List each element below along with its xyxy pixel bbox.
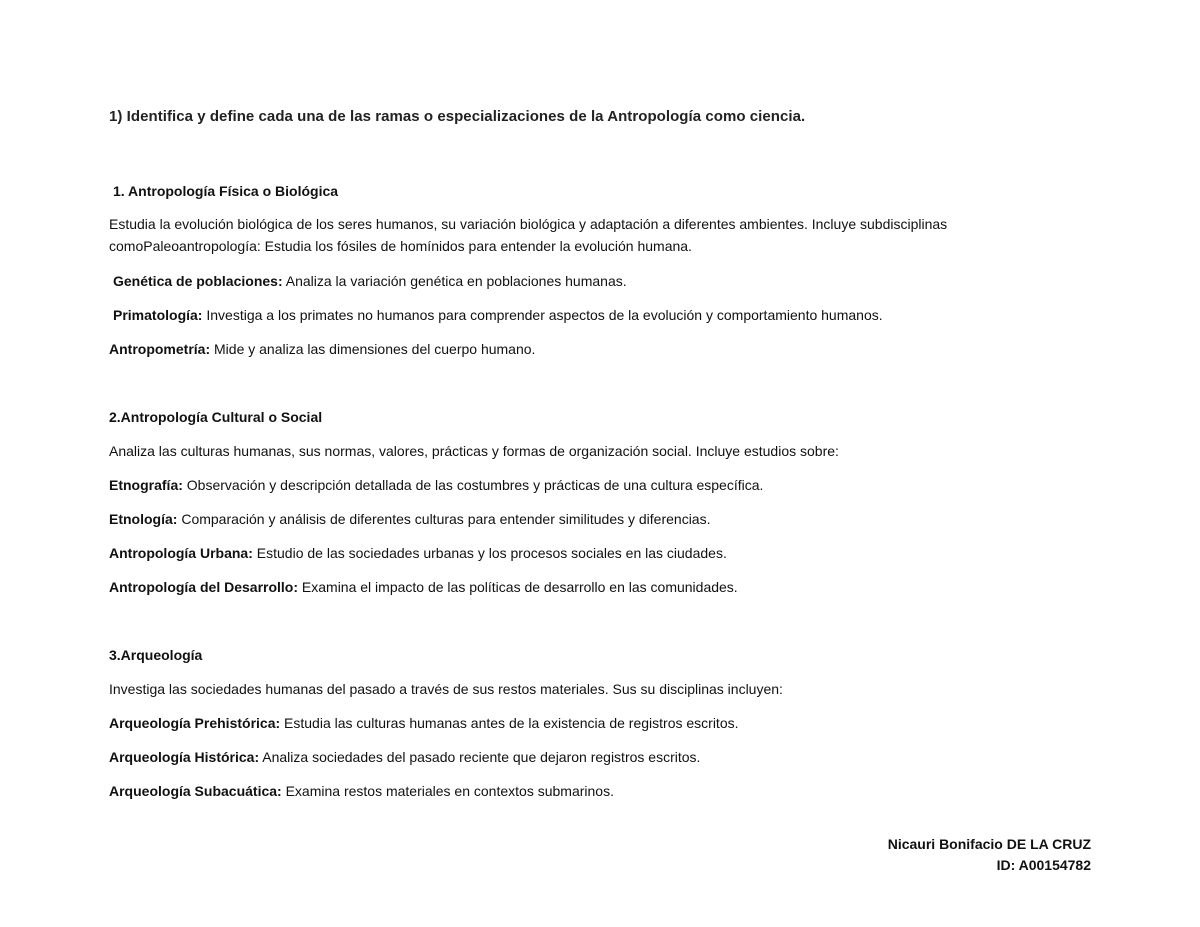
section2-intro: Analiza las culturas humanas, sus normas, valores, prácticas y formas de organización social. Incluye estudios sobre: [109, 443, 839, 459]
list-item-antropologia-urbana: Antropología Urbana: Estudio de las sociedades urbanas y los procesos sociales en las ciudades. [109, 545, 727, 561]
list-item-genetica: Genética de poblaciones: Analiza la variación genética en poblaciones humanas. [113, 273, 627, 289]
list-item-arqueologia-historica: Arqueología Histórica: Analiza sociedades del pasado reciente que dejaron registros escritos. [109, 749, 701, 765]
question-title [109, 108, 805, 125]
section2-heading: 2.Antropología Cultural o Social [109, 409, 323, 425]
section3-intro: Investiga las sociedades humanas del pasado a través de sus restos materiales. Sus su disciplinas incluyen: [109, 681, 783, 697]
list-item-arqueologia-prehistorica: Arqueología Prehistórica: Estudia las culturas humanas antes de la existencia de registros escritos. [109, 715, 739, 731]
section3-heading: 3.Arqueología [109, 647, 203, 663]
question-text: ) Identifica y define cada una de las ramas o especializaciones de la Antropología como ciencia. [117, 108, 806, 125]
question-number: 1 [109, 108, 118, 125]
section1-intro-line2: comoPaleoantropología: Estudia los fósiles de homínidos para entender la evolución humana. [109, 238, 692, 254]
list-item-etnografia: Etnografía: Observación y descripción detallada de las costumbres y prácticas de una cultura específica. [109, 477, 764, 493]
paleoantropologia-term: Paleoantropología: [143, 238, 261, 254]
signature-id: ID: A00154782 [996, 857, 1091, 873]
list-item-antropometria: Antropometría: Mide y analiza las dimensiones del cuerpo humano. [109, 341, 536, 357]
section1-heading: 1. Antropología Física o Biológica [113, 183, 339, 199]
list-item-arqueologia-subacuatica: Arqueología Subacuática: Examina restos materiales en contextos submarinos. [109, 783, 614, 799]
list-item-antropologia-desarrollo: Antropología del Desarrollo: Examina el impacto de las políticas de desarrollo en las comunidades. [109, 579, 738, 595]
list-item-primatologia: Primatología: Investiga a los primates no humanos para comprender aspectos de la evolución y comportamiento humanos. [113, 307, 883, 323]
section1-intro-line1: Estudia la evolución biológica de los seres humanos, su variación biológica y adaptación a diferentes ambientes. Incluye subdisciplinas [109, 216, 948, 232]
signature-name: Nicauri Bonifacio DE LA CRUZ [887, 836, 1091, 852]
list-item-etnologia: Etnología: Comparación y análisis de diferentes culturas para entender similitudes y diferencias. [109, 511, 711, 527]
